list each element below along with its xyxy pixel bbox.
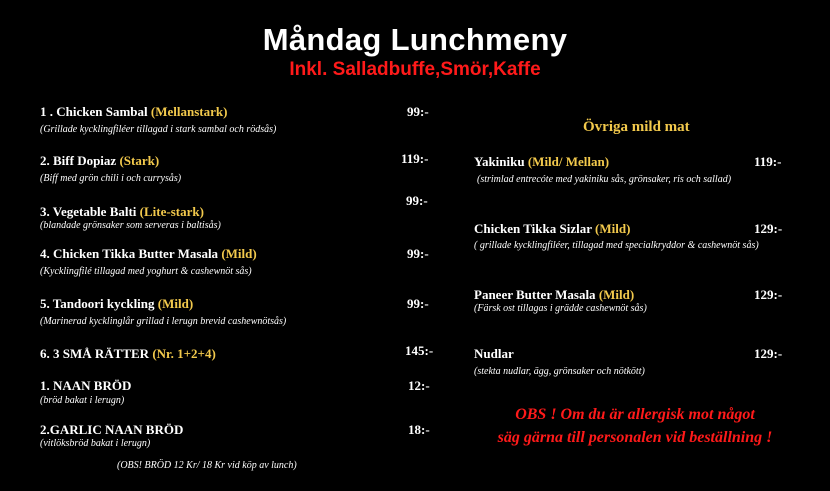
menu-title: Måndag Lunchmeny (262, 22, 568, 57)
menu-item-price: 119:- (754, 154, 782, 169)
menu-item-name: 2.GARLIC NAAN BRÖD (40, 422, 184, 437)
menu-item-name: Nudlar (474, 346, 514, 361)
menu-item-name: Paneer Butter Masala (Mild) (474, 287, 635, 302)
menu-item-desc: (blandade grönsaker som serveras i baltisås) (40, 220, 221, 231)
section-heading: Övriga mild mat (583, 119, 690, 135)
menu-item-desc: (strimlad entrecóte med yakiniku sås, grönsaker, ris och sallad) (477, 174, 732, 185)
menu-item-price: 129:- (754, 221, 783, 236)
menu-item-desc: (Färsk ost tillagas i grädde cashewnöt sås) (474, 303, 647, 314)
menu-item-price: 99:- (406, 193, 428, 208)
menu-item-name: 1 . Chicken Sambal (Mellanstark) (40, 104, 228, 119)
menu-item-desc: (Kycklingfilé tillagad med yoghurt & cashewnöt sås) (40, 266, 252, 277)
menu-item-desc: ( grillade kycklingfiléer, tillagad med specialkryddor & cashewnöt sås) (474, 240, 759, 251)
menu-subtitle: Inkl. Salladbuffe,Smör,Kaffe (289, 59, 541, 80)
menu-item-desc: (Grillade kycklingfiléer tillagad i stark sambal och rödsås) (40, 124, 277, 135)
bread-note: (OBS! BRÖD 12 Kr/ 18 Kr vid köp av lunch) (117, 460, 297, 471)
menu-item-name: 5. Tandoori kyckling (Mild) (40, 296, 194, 311)
menu-item-desc: (Biff med grön chili i och currysås) (40, 173, 182, 184)
menu-item-price: 99:- (407, 104, 429, 119)
menu-item-desc: (vitlöksbröd bakat i lerugn) (40, 438, 151, 449)
menu-item-price: 119:- (401, 151, 429, 166)
menu-item-desc: (Marinerad kycklinglår grillad i lerugn brevid cashewnötsås) (40, 316, 287, 327)
menu-item-name: 4. Chicken Tikka Butter Masala (Mild) (40, 246, 257, 261)
menu-item-price: 99:- (407, 296, 429, 311)
menu-item-name: 3. Vegetable Balti (Lite-stark) (40, 204, 204, 219)
menu-item-price: 12:- (408, 378, 430, 393)
menu-item-name: 2. Biff Dopiaz (Stark) (40, 153, 160, 168)
menu-item-price: 129:- (754, 287, 783, 302)
menu-item-name: 1. NAAN BRÖD (40, 378, 132, 393)
menu-item-price: 129:- (754, 346, 783, 361)
menu-item-name: 6. 3 SMÅ RÄTTER (Nr. 1+2+4) (40, 346, 216, 361)
menu-item-price: 18:- (408, 422, 430, 437)
menu-item-name: Chicken Tikka Sizlar (Mild) (474, 221, 631, 236)
menu-item-desc: (stekta nudlar, ägg, grönsaker och nötkött) (474, 366, 645, 377)
allergy-warning-line-2: säg gärna till personalen vid beställning ! (497, 429, 773, 446)
menu-item-desc: (bröd bakat i lerugn) (40, 395, 125, 406)
menu-item-name: Yakiniku (Mild/ Mellan) (474, 154, 610, 169)
menu-item-price: 99:- (407, 246, 429, 261)
menu-item-price: 145:- (405, 343, 434, 358)
allergy-warning-line-1: OBS ! Om du är allergisk mot något (515, 406, 755, 423)
